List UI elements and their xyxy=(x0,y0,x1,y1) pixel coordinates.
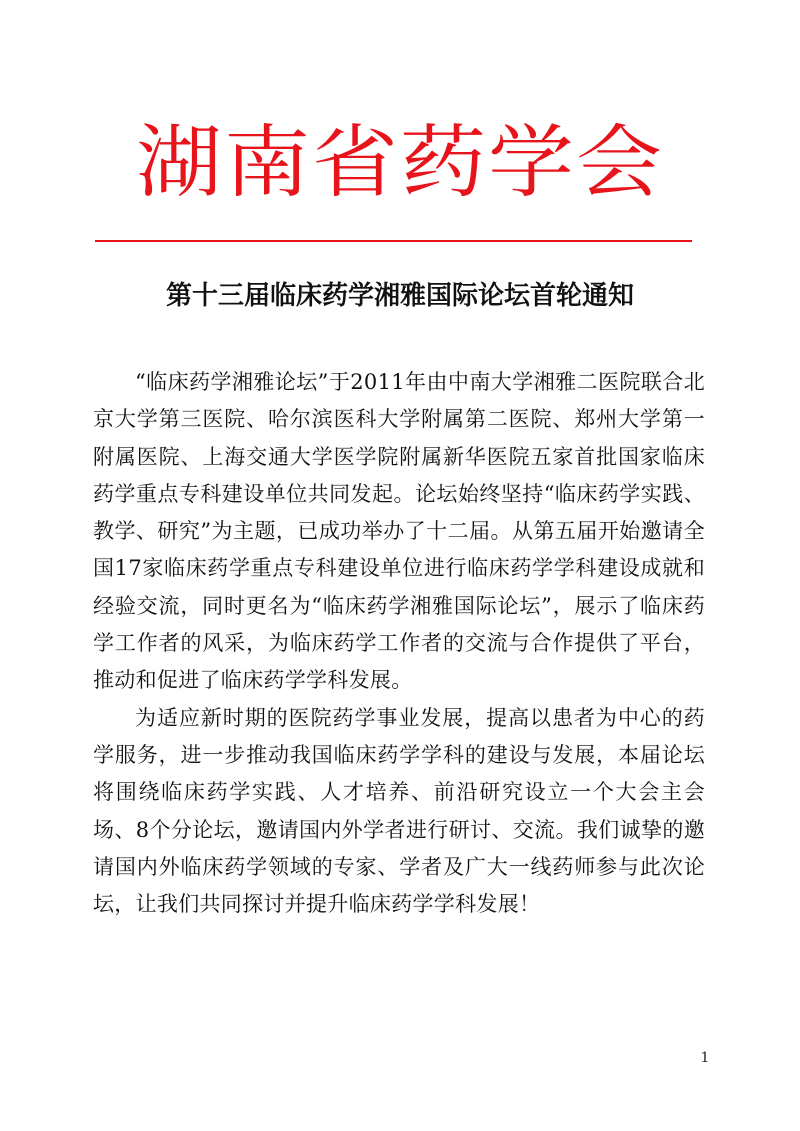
body-paragraph-2: 为适应新时期的医院药学事业发展，提高以患者为中心的药学服务，进一步推动我国临床药学学科的建设与发展，本届论坛将围绕临床药学实践、人才培养、前沿研究设立一个大会主会场、8个分论坛，邀请国内外学者进行研讨、交流。我们诚挚的邀请国内外临床药学领域的专家、学者及广大一线药师参与此次论坛，让我们共同探讨并提升临床药学学科发展！ xyxy=(93,705,705,917)
letterhead-org-name: 湖南省药学会 xyxy=(136,116,664,209)
document-title: 第十三届临床药学湘雅国际论坛首轮通知 xyxy=(165,281,634,311)
body-paragraph-1: “临床药学湘雅论坛”于2011年由中南大学湘雅二医院联合北京大学第三医院、哈尔滨医科大学附属第二医院、郑州大学第一附属医院、上海交通大学医学院附属新华医院五家首批国家临床药学重点专科建设单位共同发起。论坛始终坚持“临床药学实践、教学、研究”为主题，已成功举办了十二届。从第五届开始邀请全国17家临床药学重点专科建设单位进行临床药学学科建设成就和经验交流，同时更名为“临床药学湘雅国际论坛”，展示了临床药学工作者的风采，为临床药学工作者的交流与合作提供了平台，推动和促进了临床药学学科发展。 xyxy=(93,370,705,693)
letterhead-divider xyxy=(95,240,692,242)
document-body xyxy=(93,364,705,923)
page-number: 1 xyxy=(700,1050,710,1066)
